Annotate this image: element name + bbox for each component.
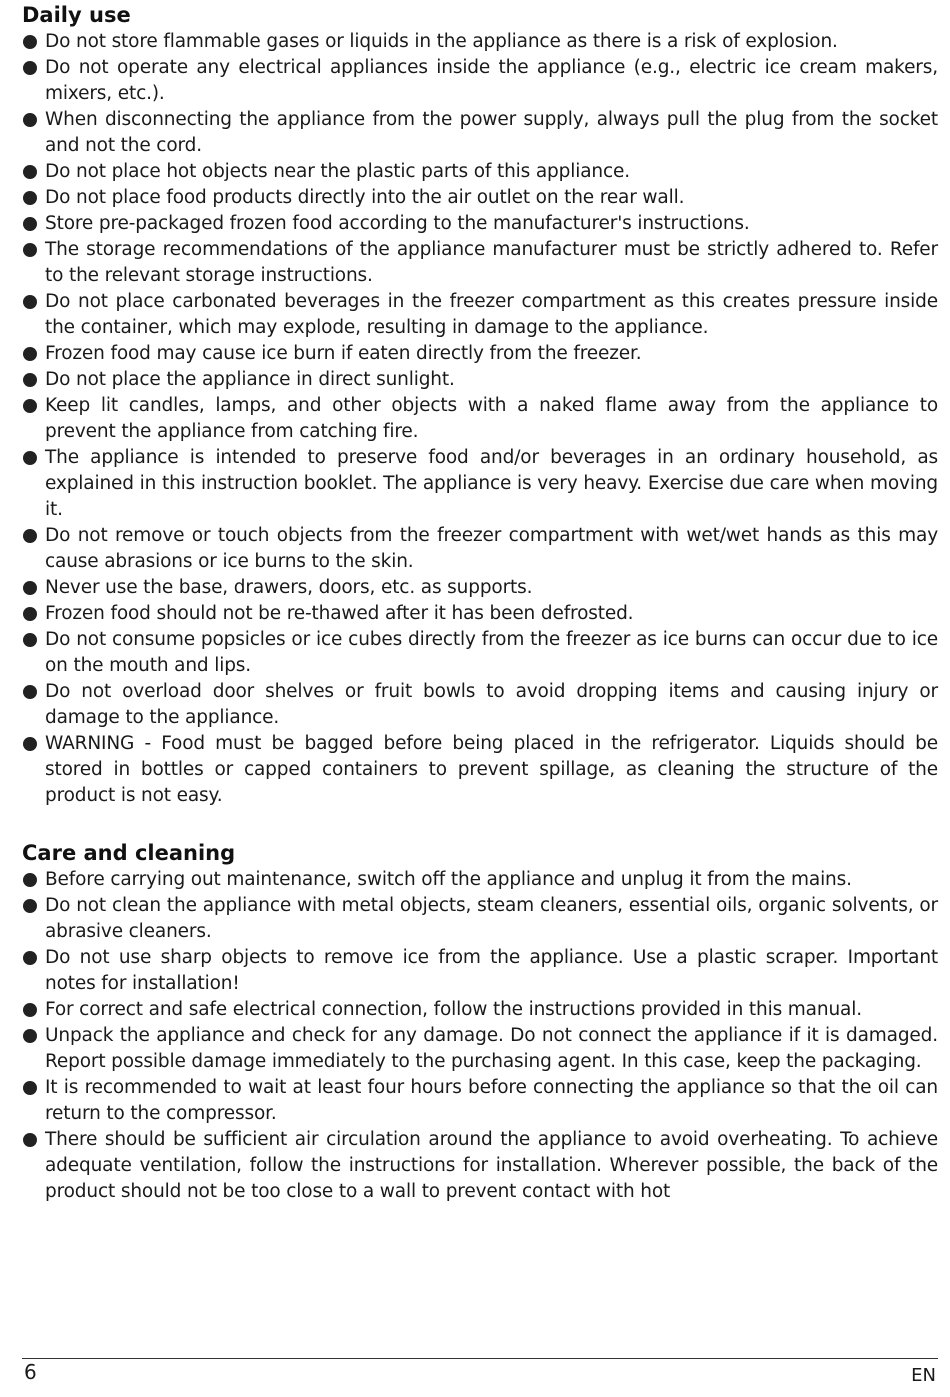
bullet-icon (23, 685, 37, 699)
language-code: EN (911, 1365, 936, 1386)
list-item (22, 393, 938, 445)
list-item-text: When disconnecting the appliance from the power supply, always pull the plug from the socket and not the cord. (45, 109, 938, 156)
list-item-text: There should be sufficient air circulation around the appliance to avoid overheating. To achieve adequate ventilation, follow the instructions for installation. Wherever possible, the back of the product should not be too close to a wall to prevent contact with hot (45, 1129, 938, 1202)
bullet-icon (23, 165, 37, 179)
list-item (22, 367, 938, 393)
list-item-text: Store pre-packaged frozen food according to the manufacturer's instructions. (45, 213, 750, 234)
bullet-icon (23, 873, 37, 887)
bullet-icon (23, 191, 37, 205)
list-item (22, 1023, 938, 1075)
bullet-icon (23, 1133, 37, 1147)
list-item-text: Frozen food may cause ice burn if eaten directly from the freezer. (45, 343, 642, 364)
list-item (22, 29, 938, 55)
bullet-icon (23, 399, 37, 413)
list-item (22, 679, 938, 731)
list-item (22, 237, 938, 289)
care-and-cleaning-list (22, 867, 938, 1205)
list-item (22, 1127, 938, 1205)
list-item-text: Unpack the appliance and check for any damage. Do not connect the appliance if it is damaged. Report possible damage immediately to the purchasing agent. In this case, keep the packaging. (45, 1025, 938, 1072)
list-item (22, 575, 938, 601)
list-item (22, 159, 938, 185)
document-page (22, 0, 938, 1205)
list-item (22, 55, 938, 107)
bullet-icon (23, 529, 37, 543)
list-item (22, 185, 938, 211)
list-item-text: Do not place hot objects near the plastic parts of this appliance. (45, 161, 630, 182)
bullet-icon (23, 243, 37, 257)
list-item (22, 523, 938, 575)
bullet-icon (23, 633, 37, 647)
bullet-icon (23, 451, 37, 465)
bullet-icon (23, 581, 37, 595)
list-item (22, 601, 938, 627)
bullet-icon (23, 607, 37, 621)
list-item (22, 445, 938, 523)
footer-divider (22, 1358, 938, 1359)
bullet-icon (23, 217, 37, 231)
section-title-care-and-cleaning: Care and cleaning (22, 841, 236, 865)
bullet-icon (23, 1003, 37, 1017)
page-number: 6 (24, 1360, 37, 1384)
list-item-text: The appliance is intended to preserve food and/or beverages in an ordinary household, as explained in this instruction booklet. The appliance is very heavy. Exercise due care when moving it. (45, 447, 938, 520)
list-item-text: Before carrying out maintenance, switch off the appliance and unplug it from the mains. (45, 869, 852, 890)
list-item-text: Do not place food products directly into the air outlet on the rear wall. (45, 187, 685, 208)
list-item-text: Do not remove or touch objects from the freezer compartment with wet/wet hands as this may cause abrasions or ice burns to the skin. (45, 525, 938, 572)
list-item (22, 211, 938, 237)
section-title-daily-use: Daily use (22, 3, 131, 27)
list-item (22, 107, 938, 159)
list-item-text: It is recommended to wait at least four hours before connecting the appliance so that the oil can return to the compressor. (45, 1077, 938, 1124)
list-item-text: The storage recommendations of the appliance manufacturer must be strictly adhered to. Refer to the relevant storage instructions. (45, 239, 938, 286)
list-item (22, 289, 938, 341)
bullet-icon (23, 951, 37, 965)
list-item (22, 1075, 938, 1127)
list-item-text: Do not operate any electrical appliances inside the appliance (e.g., electric ice cream makers, mixers, etc.). (45, 57, 938, 104)
list-item (22, 893, 938, 945)
list-item-text: Keep lit candles, lamps, and other objects with a naked flame away from the appliance to prevent the appliance from catching fire. (45, 395, 938, 442)
list-item-text: For correct and safe electrical connection, follow the instructions provided in this manual. (45, 999, 862, 1020)
list-item (22, 945, 938, 997)
list-item (22, 867, 938, 893)
list-item (22, 341, 938, 367)
list-item-text: Do not clean the appliance with metal objects, steam cleaners, essential oils, organic solvents, or abrasive cleaners. (45, 895, 938, 942)
bullet-icon (23, 373, 37, 387)
list-item-text: Do not overload door shelves or fruit bowls to avoid dropping items and causing injury or damage to the appliance. (45, 681, 938, 728)
list-item-text: Do not store flammable gases or liquids in the appliance as there is a risk of explosion. (45, 31, 838, 52)
bullet-icon (23, 899, 37, 913)
list-item-text: Never use the base, drawers, doors, etc. as supports. (45, 577, 533, 598)
list-item-text: WARNING - Food must be bagged before being placed in the refrigerator. Liquids should be stored in bottles or capped containers to prevent spillage, as cleaning the structure of the product is not easy. (45, 733, 938, 806)
bullet-icon (23, 61, 37, 75)
bullet-icon (23, 35, 37, 49)
list-item (22, 997, 938, 1023)
list-item (22, 731, 938, 809)
list-item-text: Do not place carbonated beverages in the freezer compartment as this creates pressure inside the container, which may explode, resulting in damage to the appliance. (45, 291, 938, 338)
bullet-icon (23, 347, 37, 361)
bullet-icon (23, 113, 37, 127)
bullet-icon (23, 295, 37, 309)
daily-use-list (22, 29, 938, 809)
list-item-text: Do not place the appliance in direct sunlight. (45, 369, 455, 390)
list-item-text: Do not consume popsicles or ice cubes directly from the freezer as ice burns can occur due to ice on the mouth and lips. (45, 629, 938, 676)
list-item-text: Frozen food should not be re-thawed after it has been defrosted. (45, 603, 634, 624)
bullet-icon (23, 1029, 37, 1043)
list-item (22, 627, 938, 679)
bullet-icon (23, 737, 37, 751)
list-item-text: Do not use sharp objects to remove ice from the appliance. Use a plastic scraper. Important notes for installation! (45, 947, 938, 994)
bullet-icon (23, 1081, 37, 1095)
